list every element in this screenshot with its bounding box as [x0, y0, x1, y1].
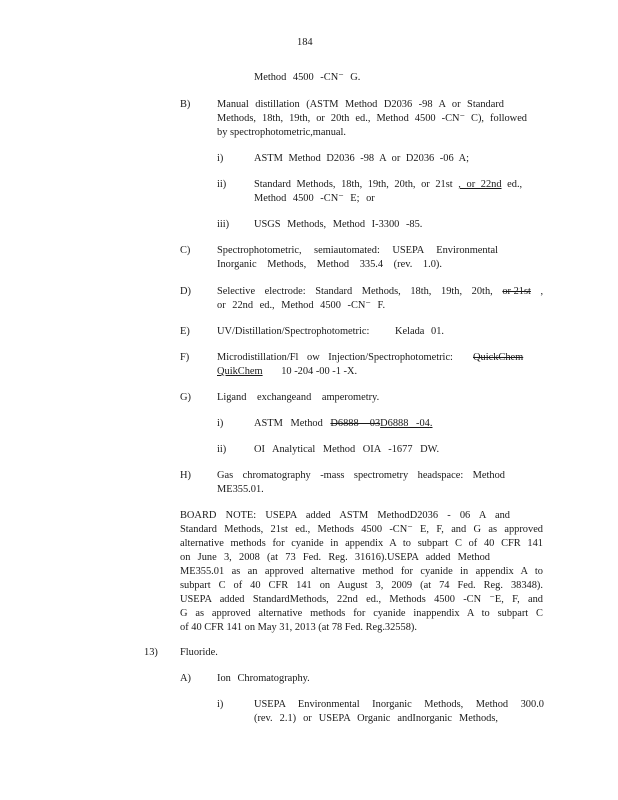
item-13-a-text: Ion Chromatography.	[217, 673, 310, 684]
item-d-line1	[217, 285, 543, 299]
method-line: Method 4500 -CN⁻ G.	[254, 72, 361, 83]
g-sub-i-text-struck: D6888 -03	[330, 418, 381, 429]
g-sub-i-text	[254, 417, 432, 431]
board-note-line: G as approved alternative methods for cyanide inappendix A to subpart C	[180, 608, 543, 619]
b-sub-ii-line1	[254, 178, 522, 192]
item-b-line2: Methods, 18th, 19th, or 20th ed., Method 4500 -CN⁻ C), followed	[217, 113, 527, 124]
item-d-text-a: Selective electrode: Standard Methods, 18th, 19th, 20th,	[217, 286, 493, 297]
item-label-g: G)	[180, 392, 191, 403]
item-13-a-i-label: i)	[217, 699, 224, 710]
b-sub-ii-line2: Method 4500 -CN⁻ E; or	[254, 193, 375, 204]
item-13-a-label: A)	[180, 673, 191, 684]
b-sub-ii-text-a: Standard Methods, 18th, 19th, 20th, or 21st	[254, 179, 453, 190]
item-d-text-struck: or 21st	[502, 286, 531, 297]
item-e-text: UV/Distillation/Spectrophotometric:	[217, 326, 370, 337]
board-note-line: of 40 CFR 141 on May 31, 2013 (at 78 Fed. Reg.32558).	[180, 622, 417, 633]
item-c-line1: Spectrophotometric, semiautomated: USEPA Environmental	[217, 245, 498, 256]
item-f-line1: Microdistillation/Fl ow Injection/Spectrophotometric:	[217, 352, 453, 363]
item-label-c: C)	[180, 245, 191, 256]
item-13-a-i-line2: (rev. 2.1) or USEPA Organic andInorganic Methods,	[254, 713, 498, 724]
item-d-text-b: ,	[540, 286, 544, 297]
b-sub-i-label: i)	[217, 153, 224, 164]
item-13-a-i-line1: USEPA Environmental Inorganic Methods, Method 300.0	[254, 699, 544, 710]
item-label-13: 13)	[144, 647, 158, 658]
g-sub-ii-label: ii)	[217, 444, 227, 455]
item-f-text-rest: 10 -204 -00 -1 -X.	[281, 366, 358, 377]
b-sub-ii-text-underlined: , or 22nd	[458, 179, 502, 190]
b-sub-iii-text: USGS Methods, Method I-3300 -85.	[254, 219, 423, 230]
item-b-line1: Manual distillation (ASTM Method D2036 -98 A or Standard	[217, 99, 504, 110]
g-sub-ii-text: OI Analytical Method OIA -1677 DW.	[254, 444, 440, 455]
item-label-d: D)	[180, 286, 191, 297]
board-note-line: USEPA added StandardMethods, 22nd ed., Methods 4500 -CN ⁻E, F, and	[180, 594, 543, 605]
b-sub-iii-label: iii)	[217, 219, 230, 230]
board-note-line: on June 3, 2008 (at 73 Fed. Reg. 31616).USEPA added Method	[180, 552, 490, 563]
b-sub-i-text: ASTM Method D2036 -98 A or D2036 -06 A;	[254, 153, 470, 164]
item-h-line1: Gas chromatography -mass spectrometry headspace: Method	[217, 470, 505, 481]
g-sub-i-text-underlined: D6888 -04	[380, 418, 430, 429]
board-note	[180, 509, 543, 635]
item-e-text-b: Kelada 01.	[395, 326, 445, 337]
item-label-f: F)	[180, 352, 190, 363]
page-number: 184	[297, 37, 313, 48]
g-sub-i-text-b: .	[429, 418, 433, 429]
item-f-text-underlined: QuikChem	[217, 366, 263, 377]
g-sub-i-label: i)	[217, 418, 224, 429]
item-label-e: E)	[180, 326, 190, 337]
g-sub-i-text-a: ASTM Method	[254, 418, 323, 429]
board-note-line: Standard Methods, 21st ed., Methods 4500 -CN⁻ E, F, and G as approved	[180, 524, 543, 535]
item-h-line2: ME355.01.	[217, 484, 264, 495]
item-c-line2: Inorganic Methods, Method 335.4 (rev. 1.0).	[217, 259, 442, 270]
item-f-line2	[217, 365, 357, 379]
item-label-b: B)	[180, 99, 191, 110]
board-note-line: subpart C of 40 CFR 141 on August 3, 2009 (at 74 Fed. Reg. 38348).	[180, 580, 543, 591]
item-g-text: Ligand exchangeand amperometry.	[217, 392, 380, 403]
b-sub-ii-label: ii)	[217, 179, 227, 190]
board-note-line: BOARD NOTE: USEPA added ASTM MethodD2036 - 06 A and	[180, 510, 510, 521]
item-b-line3: by spectrophotometric,manual.	[217, 127, 346, 138]
item-d-line2: or 22nd ed., Method 4500 -CN⁻ F.	[217, 300, 386, 311]
board-note-line: alternative methods for cyanide in appendix A to subpart C of 40 CFR 141	[180, 538, 543, 549]
b-sub-ii-text-b: ed.,	[507, 179, 523, 190]
board-note-line: ME355.01 as an approved alternative method for cyanide in appendix A to	[180, 566, 543, 577]
item-label-h: H)	[180, 470, 191, 481]
item-f-text-struck: QuickChem	[473, 352, 524, 363]
item-13-text: Fluoride.	[180, 647, 218, 658]
